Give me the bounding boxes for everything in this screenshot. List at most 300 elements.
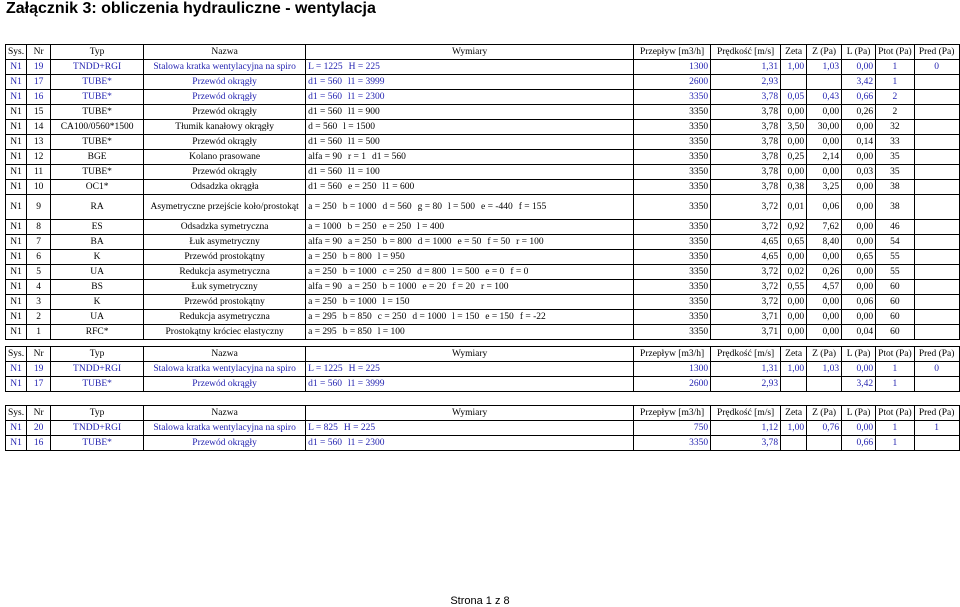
cell-zeta: 0,02: [781, 265, 807, 280]
table-row: [6, 195, 960, 220]
cell-zeta: 3,50: [781, 120, 807, 135]
dimension-value: d1 = 560: [308, 136, 342, 147]
cell-typ: TUBE*: [51, 377, 144, 392]
cell-dims: [306, 180, 634, 195]
cell-v: 3,78: [711, 180, 781, 195]
cell-v: 4,65: [711, 250, 781, 265]
cell-nr: 1: [27, 325, 51, 340]
cell-zeta: 0,00: [781, 250, 807, 265]
cell-zeta: 0,00: [781, 165, 807, 180]
cell-dims: [306, 235, 634, 250]
cell-q: 2600: [634, 75, 711, 90]
dimension-value: a = 250: [308, 266, 337, 277]
cell-dims: [306, 310, 634, 325]
dimension-value: b = 1000: [342, 266, 377, 277]
cell-typ: RFC*: [51, 325, 144, 340]
cell-typ: TUBE*: [51, 165, 144, 180]
header-cell: Sys.: [6, 406, 27, 421]
cell-pred: [914, 220, 959, 235]
header-cell: Z (Pa): [807, 45, 842, 60]
table-row: [6, 165, 960, 180]
cell-nr: 3: [27, 295, 51, 310]
dimension-value: l = 1500: [343, 121, 375, 132]
cell-pred: 1: [914, 421, 959, 436]
dimension-value: g = 80: [417, 201, 443, 212]
dimension-value: f = 0: [510, 266, 529, 277]
dimension-value: d1 = 560: [308, 166, 342, 177]
cell-zeta: 0,00: [781, 295, 807, 310]
cell-v: 3,78: [711, 120, 781, 135]
dimension-value: r = 1: [347, 151, 366, 162]
cell-sys: N1: [6, 105, 27, 120]
cell-dims: [306, 280, 634, 295]
header-cell: Przepływ [m3/h]: [634, 45, 711, 60]
cell-nazwa: Przewód okrągły: [144, 135, 306, 150]
cell-z: 0,00: [807, 295, 842, 310]
cell-q: 2600: [634, 377, 711, 392]
cell-ptot: 54: [876, 235, 915, 250]
header-cell: Typ: [51, 45, 144, 60]
cell-z: 0,00: [807, 135, 842, 150]
cell-nr: 8: [27, 220, 51, 235]
cell-ptot: 1: [876, 362, 915, 377]
cell-z: 3,25: [807, 180, 842, 195]
cell-zeta: [781, 377, 807, 392]
cell-v: 3,78: [711, 90, 781, 105]
cell-pred: [914, 90, 959, 105]
dimension-value: d = 560: [308, 121, 338, 132]
cell-pred: [914, 180, 959, 195]
cell-nazwa: Asymetryczne przejście koło/prostokąt: [144, 195, 306, 220]
cell-q: 750: [634, 421, 711, 436]
dimension-value: b = 250: [347, 221, 377, 232]
table-row: [6, 295, 960, 310]
cell-pred: [914, 265, 959, 280]
cell-v: 3,78: [711, 150, 781, 165]
header-cell: Zeta: [781, 45, 807, 60]
cell-nazwa: Przewód okrągły: [144, 75, 306, 90]
dimension-value: b = 800: [342, 251, 372, 262]
header-cell: Ptot (Pa): [876, 45, 915, 60]
dimension-value: l1 = 2300: [347, 91, 385, 102]
cell-dims: [306, 75, 634, 90]
dimension-value: d = 800: [417, 266, 447, 277]
table-row: [6, 105, 960, 120]
calc-table-3: [5, 405, 960, 451]
table-row: [6, 135, 960, 150]
cell-l: 0,06: [842, 295, 876, 310]
dimension-value: f = 50: [487, 236, 511, 247]
cell-ptot: 2: [876, 90, 915, 105]
dimension-value: b = 800: [382, 236, 412, 247]
cell-q: 3350: [634, 325, 711, 340]
cell-zeta: 1,00: [781, 60, 807, 75]
header-cell: L (Pa): [842, 347, 876, 362]
cell-z: 0,43: [807, 90, 842, 105]
cell-nr: 17: [27, 377, 51, 392]
cell-sys: N1: [6, 60, 27, 75]
cell-v: 3,71: [711, 310, 781, 325]
header-cell: Zeta: [781, 347, 807, 362]
cell-nazwa: Tłumik kanałowy okrągły: [144, 120, 306, 135]
table-row: [6, 150, 960, 165]
cell-q: 3350: [634, 250, 711, 265]
cell-typ: TNDD+RGI: [51, 60, 144, 75]
calc-table-2: [5, 346, 960, 392]
header-cell: Nazwa: [144, 347, 306, 362]
cell-sys: N1: [6, 220, 27, 235]
header-cell: Typ: [51, 406, 144, 421]
dimension-value: c = 250: [377, 311, 407, 322]
cell-v: 3,78: [711, 105, 781, 120]
cell-q: 3350: [634, 120, 711, 135]
cell-nazwa: Odsadzka symetryczna: [144, 220, 306, 235]
cell-dims: [306, 135, 634, 150]
cell-pred: [914, 436, 959, 451]
cell-q: 3350: [634, 280, 711, 295]
dimension-value: l = 150: [382, 296, 410, 307]
cell-nr: 6: [27, 250, 51, 265]
cell-nr: 2: [27, 310, 51, 325]
cell-ptot: 55: [876, 265, 915, 280]
cell-dims: [306, 436, 634, 451]
header-row: [6, 347, 960, 362]
dimension-value: alfa = 90: [308, 281, 342, 292]
cell-z: 30,00: [807, 120, 842, 135]
cell-sys: N1: [6, 195, 27, 220]
header-cell: Typ: [51, 347, 144, 362]
header-cell: Nr: [27, 45, 51, 60]
dimension-value: a = 295: [308, 326, 337, 337]
cell-sys: N1: [6, 436, 27, 451]
header-cell: Prędkość [m/s]: [711, 45, 781, 60]
cell-sys: N1: [6, 421, 27, 436]
cell-v: 3,78: [711, 135, 781, 150]
cell-nazwa: Przewód okrągły: [144, 165, 306, 180]
cell-nazwa: Odsadzka okrągła: [144, 180, 306, 195]
cell-ptot: 1: [876, 436, 915, 451]
cell-zeta: 0,00: [781, 325, 807, 340]
cell-sys: N1: [6, 295, 27, 310]
dimension-value: a = 295: [308, 311, 337, 322]
header-cell: Przepływ [m3/h]: [634, 347, 711, 362]
cell-dims: [306, 362, 634, 377]
dimension-value: e = 250: [347, 181, 377, 192]
cell-dims: [306, 60, 634, 75]
cell-z: 1,03: [807, 362, 842, 377]
cell-nazwa: Przewód okrągły: [144, 436, 306, 451]
cell-dims: [306, 295, 634, 310]
cell-v: 3,72: [711, 295, 781, 310]
cell-nazwa: Przewód prostokątny: [144, 295, 306, 310]
cell-pred: [914, 310, 959, 325]
dimension-value: b = 1000: [342, 296, 377, 307]
cell-zeta: 0,92: [781, 220, 807, 235]
cell-ptot: 32: [876, 120, 915, 135]
cell-l: 0,00: [842, 265, 876, 280]
dimension-value: f = 155: [518, 201, 547, 212]
cell-q: 3350: [634, 105, 711, 120]
cell-ptot: 38: [876, 180, 915, 195]
cell-l: 0,26: [842, 105, 876, 120]
cell-nr: 15: [27, 105, 51, 120]
cell-sys: N1: [6, 120, 27, 135]
cell-sys: N1: [6, 180, 27, 195]
cell-q: 3350: [634, 180, 711, 195]
cell-nazwa: Przewód prostokątny: [144, 250, 306, 265]
cell-zeta: 0,00: [781, 135, 807, 150]
cell-q: 3350: [634, 265, 711, 280]
cell-q: 1300: [634, 60, 711, 75]
cell-nr: 16: [27, 90, 51, 105]
dimension-value: l = 950: [377, 251, 405, 262]
dimension-value: l1 = 600: [382, 181, 415, 192]
cell-zeta: 1,00: [781, 421, 807, 436]
cell-pred: [914, 135, 959, 150]
dimension-value: a = 250: [347, 281, 377, 292]
cell-sys: N1: [6, 235, 27, 250]
dimension-value: e = 50: [457, 236, 482, 247]
cell-typ: CA100/0560*1500: [51, 120, 144, 135]
cell-l: 0,66: [842, 90, 876, 105]
header-cell: Sys.: [6, 45, 27, 60]
table-row: [6, 90, 960, 105]
cell-ptot: 2: [876, 105, 915, 120]
cell-z: 0,06: [807, 195, 842, 220]
cell-sys: N1: [6, 310, 27, 325]
dimension-value: d = 1000: [412, 311, 447, 322]
cell-typ: ES: [51, 220, 144, 235]
cell-pred: [914, 165, 959, 180]
cell-sys: N1: [6, 135, 27, 150]
cell-zeta: 0,01: [781, 195, 807, 220]
calc-table-1: [5, 44, 960, 340]
cell-ptot: 60: [876, 280, 915, 295]
cell-dims: [306, 325, 634, 340]
dimension-value: l = 500: [448, 201, 476, 212]
cell-q: 3350: [634, 235, 711, 250]
cell-q: 3350: [634, 90, 711, 105]
cell-ptot: 35: [876, 150, 915, 165]
cell-z: 7,62: [807, 220, 842, 235]
dimension-value: d = 1000: [417, 236, 452, 247]
cell-typ: TUBE*: [51, 75, 144, 90]
cell-zeta: 0,25: [781, 150, 807, 165]
cell-l: 0,04: [842, 325, 876, 340]
cell-l: 0,00: [842, 421, 876, 436]
dimension-value: L = 1225: [308, 61, 343, 72]
cell-q: 3350: [634, 135, 711, 150]
cell-dims: [306, 250, 634, 265]
dimension-value: a = 250: [347, 236, 377, 247]
dimension-value: a = 250: [308, 296, 337, 307]
header-cell: Przepływ [m3/h]: [634, 406, 711, 421]
cell-l: 0,00: [842, 60, 876, 75]
cell-l: 0,00: [842, 195, 876, 220]
header-cell: Nr: [27, 347, 51, 362]
cell-ptot: 38: [876, 195, 915, 220]
cell-nr: 4: [27, 280, 51, 295]
dimension-value: L = 1225: [308, 363, 343, 374]
cell-ptot: 33: [876, 135, 915, 150]
dimension-value: l = 500: [452, 266, 480, 277]
cell-z: [807, 75, 842, 90]
header-cell: Prędkość [m/s]: [711, 406, 781, 421]
cell-typ: TUBE*: [51, 135, 144, 150]
cell-nr: 9: [27, 195, 51, 220]
cell-q: 1300: [634, 362, 711, 377]
cell-dims: [306, 195, 634, 220]
dimension-value: e = 250: [382, 221, 412, 232]
cell-pred: [914, 75, 959, 90]
header-cell: Zeta: [781, 406, 807, 421]
cell-ptot: 60: [876, 325, 915, 340]
cell-typ: BA: [51, 235, 144, 250]
table-row: [6, 120, 960, 135]
header-cell: Z (Pa): [807, 347, 842, 362]
cell-l: 0,00: [842, 220, 876, 235]
cell-nazwa: Stalowa kratka wentylacyjna na spiro: [144, 60, 306, 75]
cell-dims: [306, 105, 634, 120]
cell-typ: UA: [51, 265, 144, 280]
dimension-value: d1 = 560: [308, 181, 342, 192]
cell-sys: N1: [6, 325, 27, 340]
cell-typ: K: [51, 250, 144, 265]
table-row: [6, 436, 960, 451]
cell-z: 1,03: [807, 60, 842, 75]
cell-q: 3350: [634, 436, 711, 451]
cell-pred: [914, 280, 959, 295]
cell-z: 4,57: [807, 280, 842, 295]
table-row: [6, 60, 960, 75]
header-cell: Wymiary: [306, 406, 634, 421]
cell-l: 0,00: [842, 120, 876, 135]
header-cell: Z (Pa): [807, 406, 842, 421]
cell-l: 0,00: [842, 235, 876, 250]
cell-zeta: 0,65: [781, 235, 807, 250]
cell-v: 2,93: [711, 75, 781, 90]
dimension-value: l1 = 500: [347, 136, 380, 147]
cell-nr: 20: [27, 421, 51, 436]
header-cell: Wymiary: [306, 45, 634, 60]
cell-z: 8,40: [807, 235, 842, 250]
dimension-value: l = 100: [377, 326, 405, 337]
cell-nr: 11: [27, 165, 51, 180]
cell-sys: N1: [6, 165, 27, 180]
cell-ptot: 55: [876, 250, 915, 265]
dimension-value: l1 = 3999: [347, 76, 385, 87]
dimension-value: a = 1000: [308, 221, 342, 232]
cell-v: 3,72: [711, 195, 781, 220]
cell-nr: 19: [27, 60, 51, 75]
header-cell: L (Pa): [842, 45, 876, 60]
cell-nazwa: Redukcja asymetryczna: [144, 310, 306, 325]
header-cell: Prędkość [m/s]: [711, 347, 781, 362]
dimension-value: f = -22: [519, 311, 546, 322]
cell-dims: [306, 150, 634, 165]
cell-nr: 12: [27, 150, 51, 165]
cell-sys: N1: [6, 362, 27, 377]
dimension-value: d1 = 560: [308, 76, 342, 87]
cell-v: 3,72: [711, 280, 781, 295]
cell-nazwa: Łuk symetryczny: [144, 280, 306, 295]
cell-pred: [914, 235, 959, 250]
cell-pred: [914, 295, 959, 310]
cell-z: 0,00: [807, 250, 842, 265]
dimension-value: d1 = 560: [308, 106, 342, 117]
table-row: [6, 265, 960, 280]
table-row: [6, 377, 960, 392]
cell-ptot: 1: [876, 377, 915, 392]
cell-v: 2,93: [711, 377, 781, 392]
dimension-value: e = -440: [481, 201, 513, 212]
cell-l: 0,65: [842, 250, 876, 265]
cell-z: [807, 377, 842, 392]
table-row: [6, 250, 960, 265]
table-row: [6, 325, 960, 340]
cell-zeta: [781, 75, 807, 90]
dimension-value: e = 0: [485, 266, 505, 277]
dimension-value: l1 = 100: [347, 166, 380, 177]
cell-z: [807, 436, 842, 451]
header-cell: Pred (Pa): [914, 45, 959, 60]
cell-typ: TNDD+RGI: [51, 362, 144, 377]
cell-zeta: 0,05: [781, 90, 807, 105]
dimension-value: l1 = 3999: [347, 378, 385, 389]
cell-sys: N1: [6, 280, 27, 295]
cell-sys: N1: [6, 150, 27, 165]
cell-zeta: 0,55: [781, 280, 807, 295]
header-row: [6, 406, 960, 421]
cell-ptot: 46: [876, 220, 915, 235]
cell-z: 0,00: [807, 165, 842, 180]
cell-l: 3,42: [842, 75, 876, 90]
cell-z: 0,76: [807, 421, 842, 436]
cell-dims: [306, 90, 634, 105]
header-cell: Ptot (Pa): [876, 406, 915, 421]
cell-nazwa: Przewód okrągły: [144, 90, 306, 105]
cell-ptot: 1: [876, 421, 915, 436]
cell-dims: [306, 220, 634, 235]
cell-nr: 16: [27, 436, 51, 451]
dimension-value: a = 250: [308, 251, 337, 262]
cell-sys: N1: [6, 75, 27, 90]
cell-pred: 0: [914, 60, 959, 75]
cell-sys: N1: [6, 265, 27, 280]
dimension-value: b = 850: [342, 326, 372, 337]
dimension-value: r = 100: [481, 281, 509, 292]
dimension-value: d1 = 560: [308, 437, 342, 448]
cell-v: 3,72: [711, 265, 781, 280]
cell-nazwa: Przewód okrągły: [144, 377, 306, 392]
cell-l: 0,00: [842, 150, 876, 165]
cell-ptot: 60: [876, 295, 915, 310]
cell-q: 3350: [634, 220, 711, 235]
dimension-value: H = 225: [348, 61, 380, 72]
cell-l: 0,14: [842, 135, 876, 150]
dimension-value: l = 150: [452, 311, 480, 322]
cell-v: 3,78: [711, 436, 781, 451]
header-cell: Pred (Pa): [914, 347, 959, 362]
cell-nazwa: Redukcja asymetryczna: [144, 265, 306, 280]
cell-q: 3350: [634, 150, 711, 165]
cell-z: 2,14: [807, 150, 842, 165]
table-row: [6, 421, 960, 436]
cell-typ: TUBE*: [51, 436, 144, 451]
cell-nazwa: Przewód okrągły: [144, 105, 306, 120]
header-cell: Nazwa: [144, 406, 306, 421]
cell-v: 3,72: [711, 220, 781, 235]
